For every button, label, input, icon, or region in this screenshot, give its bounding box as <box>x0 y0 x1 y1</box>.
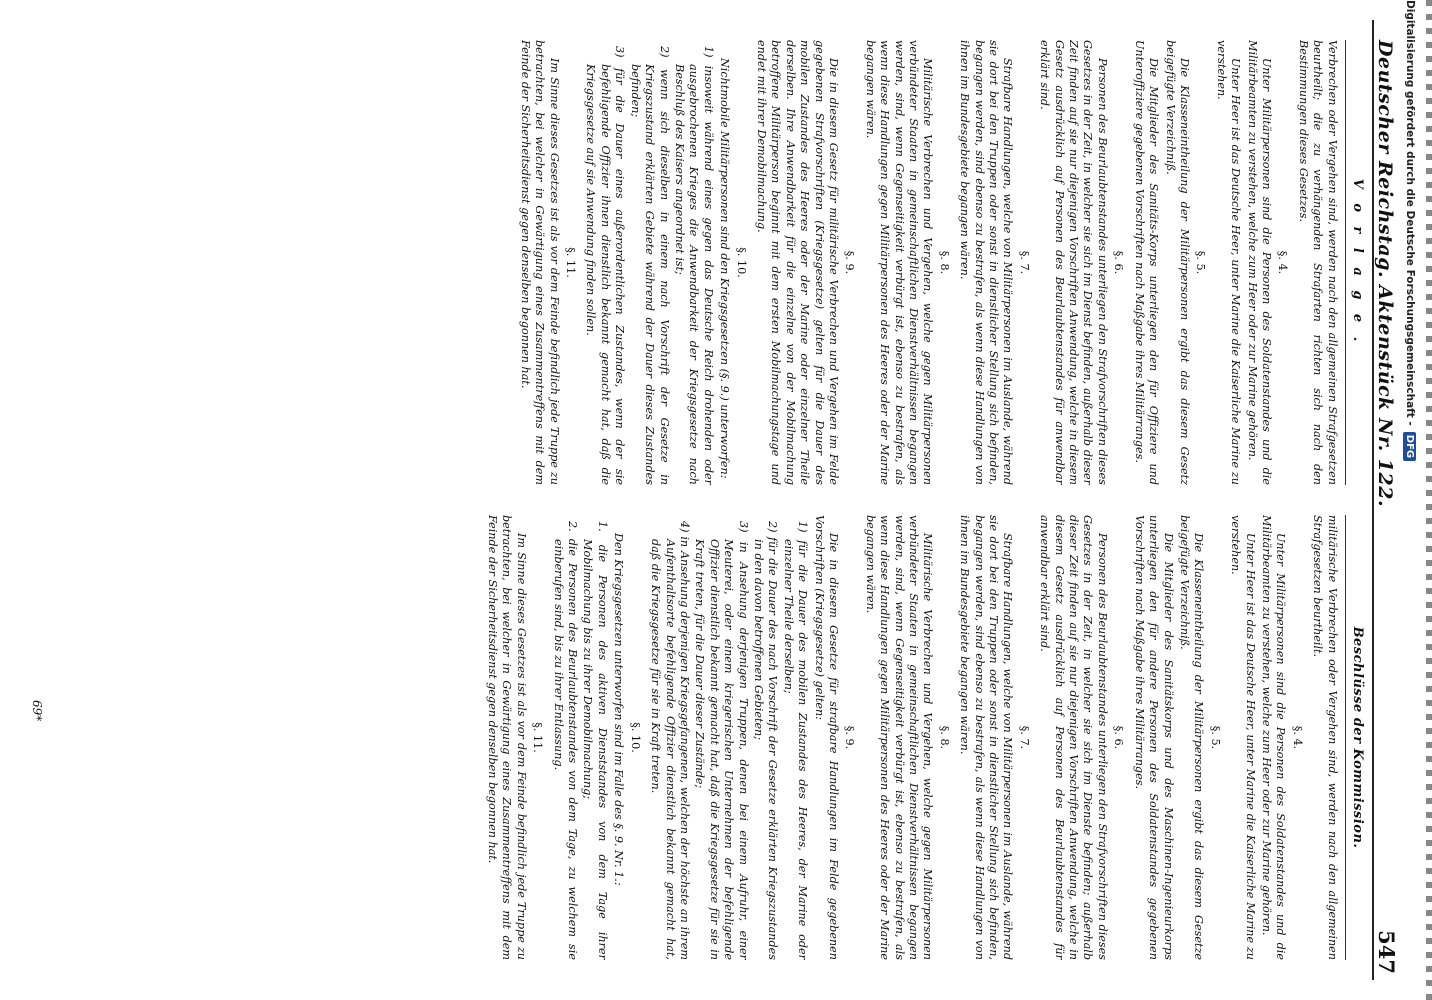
paragraph-text: Unter Heer ist das Deutsche Heer, unter Marine die Kaiserliche Marine zu verstehen. <box>1214 40 1243 485</box>
list-item: 3) in Ansehung derjenigen Truppen, denen bei einem Aufruhr, einer Meuterei, oder einem kriegerischen Unternehmen der befehligende Offizier dienstlich bekannt gemacht hat, daß die Kriegsgesetze für sie in Kraft treten, für die Dauer dieser Zustände; <box>693 521 750 960</box>
two-column-body <box>46 40 1366 960</box>
paragraph-text: Die Klasseneintheilung der Militärpersonen ergibt das diesem Gesetze beigefügte Verzeichniß. <box>1177 515 1206 960</box>
digitization-credit-text <box>1392 0 1428 1000</box>
list-item: 3) für die Dauer eines außerordentlichen Zustandes, wenn der sie befehligende Offizier ihnen dienstlich bekannt gemacht hat, daß die Kriegsgesetze auf sie Anwendung finden sollen. <box>584 46 627 485</box>
list-item: 2) wenn sich dieselben in einem nach Vorschrift der Gesetze in Kriegszustand erklärten Gebiete während der Dauer dieses Zustandes befinden; <box>628 46 671 485</box>
list-item: 1. die Personen des aktiven Dienststandes von dem Tage ihrer Mobilmachung bis zu ihrer Demobilmachung; <box>581 521 609 960</box>
paragraph-number: §. 6. <box>1112 725 1126 750</box>
paragraph-number: §. 7. <box>1017 250 1031 275</box>
paragraph-text: Im Sinne dieses Gesetzes ist als vor dem Feinde befindlich jede Truppe zu betrachten, bei welcher in Gewärtigung eines Zusammentreffens mit dem Feinde der Sicherheitsdienst gegen denselben begonnen hat. <box>486 515 528 960</box>
column-vorlage <box>46 40 1366 485</box>
paragraph-text: Die in diesem Gesetze für strafbare Handlungen im Felde gegebenen Vorschriften (Kriegsgesetze) gelten: <box>812 515 840 960</box>
paragraph-number: §. 6. <box>1112 250 1126 275</box>
list-item: 4) in Ansehung derjenigen Kriegsgefangenen, welchen der höchste an ihrem Aufenthaltsorte befehligende Offizier dienstlich bekannt gemacht hat, daß die Kriegsgesetze für sie in Kraft treten. <box>649 521 691 960</box>
column-kommission <box>46 515 1366 960</box>
paragraph-text: Nichtmobile Militärpersonen sind den Kriegsgesetzen (§. 9.) unterworfen: <box>718 58 732 479</box>
paragraph-number: §. 10. <box>628 722 642 753</box>
paragraph-text: Militärische Verbrechen und Vergehen, welche gegen Militärpersonen verbündeter Staaten in gemeinschaftlichen Dienstverhältnissen begangen werden, sind, wenn Gegenseitigkeit verbürgt ist, ebenso zu bestrafen, als wenn diese Handlungen gegen Militärpersonen des Heeres oder der Marine begangen wären. <box>863 515 935 960</box>
digitization-credit <box>1392 0 1428 1000</box>
paragraph-text: Den Kriegsgesetzen unterworfen sind im Falle des §. 9. Nr. 1.: <box>612 533 626 886</box>
paragraph-text: Personen des Beurlaubtenstandes unterliegen den Strafvorschriften dieses Gesetzes in der Zeit, in welcher sie sich im Dienste befinden; außerhalb dieser Zeit finden auf sie nur diejenigen Vorschriften Anwendung, welche in diesem Gesetz ausdrücklich auf Personen des Beurlaubtenstandes für anwendbar erklärt sind. <box>1038 515 1109 960</box>
list-item: 1) insoweit während eines gegen das Deutsche Reich drohenden oder ausgebrochenen Krieges die Anwendbarkeit der Kriegsgesetze nach Beschluß des Kaisers angeordnet ist; <box>672 46 715 485</box>
column-heading-kommission: Beschlüsse der Kommission. <box>1345 515 1364 960</box>
paragraph-text: Militärische Verbrechen und Vergehen, welche gegen Militärpersonen verbündeter Staaten in gemeinschaftlichen Dienstverhältnissen begangen werden, sind, wenn Gegenseitigkeit verbürgt ist, ebenso zu bestrafen, als wenn diese Handlungen gegen Militärpersonen des Heeres oder der Marine begangen wären. <box>863 40 935 485</box>
paragraph-text: Unter Militärpersonen sind die Personen des Soldatenstandes und die Militärbeamten zu verstehen, welche zum Heer oder zur Marine gehören. <box>1259 515 1288 960</box>
paragraph-text: militärische Verbrechen oder Vergehen sind, werden nach den allgemeinen Strafgesetzen beurtheilt. <box>1311 515 1339 960</box>
paragraph-number: §. 5. <box>1194 250 1208 275</box>
document-title: Deutscher Reichstag. Aktenstück Nr. 122. <box>1374 40 1396 508</box>
credit-label: Digitalisierung gefördert durch die Deutsche Forschungsgemeinschaft - <box>1404 0 1416 426</box>
column-kommission-content <box>485 515 1339 960</box>
paragraph-number: §. 9. <box>843 250 857 275</box>
dfg-logo: DFG <box>1404 432 1417 461</box>
page-number: 547 <box>1374 930 1399 974</box>
column-heading-vorlage: V o r l a g e . <box>1345 40 1364 485</box>
paragraph-text: Unter Heer ist das Deutsche Heer, unter Marine die Kaiserliche Marine zu verstehen. <box>1229 515 1257 960</box>
paragraph-number: §. 11. <box>564 247 578 278</box>
paragraph-number: §. 4. <box>1290 725 1304 750</box>
paragraph-text: Die Mitglieder des Sanitäts-Korps unterliegen den für Offiziere und Unteroffiziere gegebenen Vorschriften nach Maßgabe ihres Militärranges. <box>1132 40 1161 485</box>
paragraph-number: §. 7. <box>1017 725 1031 750</box>
paragraph-number: §. 5. <box>1208 725 1222 750</box>
paragraph-number: §. 11. <box>531 722 545 753</box>
paragraph-text: Verbrechen oder Vergehen sind, werden nach den allgemeinen Strafgesetzen beurtheilt; die zu verhängenden Strafarten richten sich nach den Bestimmungen dieses Gesetzes. <box>1296 40 1339 485</box>
paragraph-text: Die Mitglieder des Sanitätskorps und des Maschinen-Ingenieurkorps unterliegen den für andere Personen des Soldatenstandes gegebenen Vorschriften nach Maßgabe ihres Militärranges. <box>1132 515 1175 960</box>
paragraph-number: §. 8. <box>937 725 951 750</box>
paragraph-number: §. 8. <box>937 250 951 275</box>
paragraph-number: §. 4. <box>1276 250 1290 275</box>
paragraph-number: §. 9. <box>843 725 857 750</box>
footer-sheet-mark: 69* <box>30 700 44 722</box>
paragraph-number: §. 10. <box>734 247 748 278</box>
paragraph-text: Personen des Beurlaubtenstandes unterliegen den Strafvorschriften dieses Gesetzes in der Zeit, in welcher sie sich im Dienst befinden, außerhalb dieser Zeit finden auf sie nur diejenigen Vorschriften Anwendung, welche in diesem Gesetz ausdrücklich auf Personen des Beurlaubtenstandes für anwendbar erklärt sind. <box>1038 40 1109 485</box>
paragraph-text: Die in diesem Gesetz für militärische Verbrechen und Vergehen im Felde gegebenen Strafvorschriften (Kriegsgesetze) gelten für die Dauer des mobilen Zustandes des Heeres oder der Marine oder einzelner Theile derselben. Ihre Anwendbarkeit für die einzelne von der Mobilmachung betroffene Militärperson beginnt mit dem ersten Mobilmachungstage und endet mit ihrer Demobilmachung. <box>754 40 840 485</box>
list-item: 1) für die Dauer des mobilen Zustandes des Heeres, der Marine oder einzelner Theile derselben; <box>781 521 810 960</box>
paragraph-text: Strafbare Handlungen, welche von Militärpersonen im Auslande, während sie dort bei den Truppen oder sonst in dienstlicher Stellung sich befinden, begangen werden, sind ebenso zu bestrafen, als wenn diese Handlungen von ihnen im Bundesgebiete begangen wären. <box>958 40 1015 485</box>
list-item: 2) für die Dauer des nach Vorschrift der Gesetze erklärten Kriegszustandes in den davon betroffenen Gebieten; <box>751 521 780 960</box>
paragraph-text: Die Klasseneintheilung der Militärpersonen ergibt das diesem Gesetz beigefügte Verzeichniß. <box>1163 40 1191 485</box>
list-item: 2. die Personen des Beurlaubtenstandes von dem Tage, zu welchem sie einberufen sind, bis zu ihrer Entlassung. <box>551 521 580 960</box>
paragraph-text: Strafbare Handlungen, welche von Militärpersonen im Auslande, während sie dort bei den Truppen oder sonst in dienstlicher Stellung sich befinden, begangen werden, sind ebenso zu bestrafen, als wenn diese Handlungen von ihnen im Bundesgebiete begangen wären. <box>958 515 1015 960</box>
column-vorlage-content <box>517 40 1338 485</box>
paragraph-text: Unter Militärpersonen sind die Personen des Soldatenstandes und die Militärbeamten zu verstehen, welche zum Heer oder zur Marine gehören. <box>1245 40 1273 485</box>
paragraph-text: Im Sinne dieses Gesetzes ist als vor dem Feinde befindlich jede Truppe zu betrachten, bei welcher in Gewärtigung eines Zusammentreffens mit dem Feinde der Sicherheitsdienst gegen denselben begonnen hat. <box>518 40 561 485</box>
